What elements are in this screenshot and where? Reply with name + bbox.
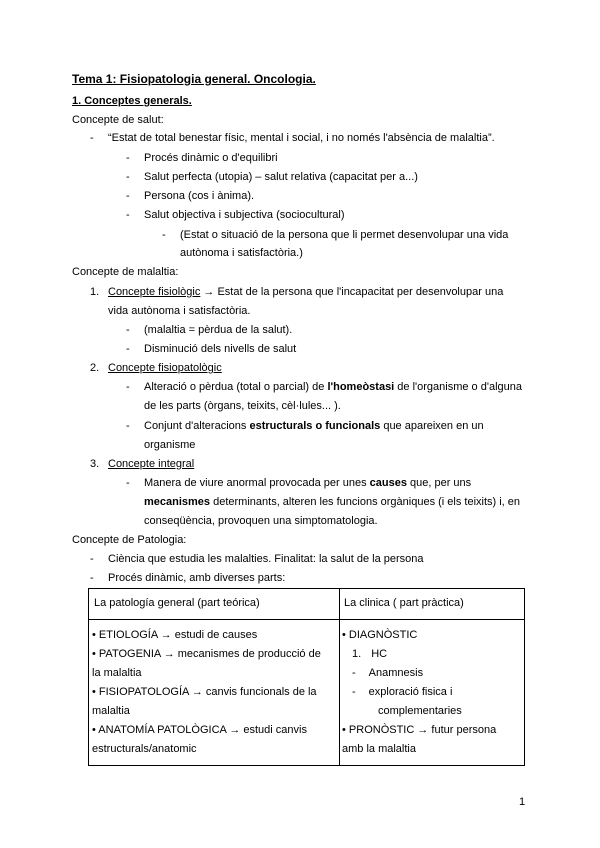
malaltia-item2-sub1-cont: de les parts (òrgans, teixits, cèl·lules... ). [144,400,341,412]
bullet-dash: - [126,477,130,489]
right-line [342,683,522,702]
text-segment: Conjunt d'alteracions [144,420,250,432]
left-line: • PATOGENIA → mecanismes de producció de [92,648,321,660]
patologia-table [88,588,525,766]
table-right-cell [342,626,522,759]
causes-bold: causes [369,477,407,489]
malaltia-item1-sub: (malaltia = pèrdua de la salut). [144,324,293,336]
salut-sub-item: Salut perfecta (utopia) – salut relativa (capacitat per a...) [144,171,418,183]
malaltia-item1-sub: Disminució dels nivells de salut [144,343,297,355]
section-heading: 1. Conceptes generals. [72,95,192,107]
salut-sub-item: Salut objectiva i subjectiva (sociocultural) [144,209,345,221]
list-number: 1. [90,286,100,298]
right-line: • DIAGNÒSTIC [342,629,418,641]
left-line: la malaltia [92,667,142,679]
bullet-dash: - [126,381,130,393]
text-segment: que, per uns [406,477,472,489]
malaltia-item1-text: → Estat de la persona que l'incapacitat per desenvolupar una [200,286,504,298]
table-header-left: La patología general (part teórica) [94,597,260,609]
left-line: • ANATOMÍA PATOLÒGICA → estudi canvis [92,724,307,736]
malaltia-item2-sub2-cont: organisme [144,439,196,451]
salut-sub-item: Procés dinàmic o d'equilibri [144,152,278,164]
bullet-dash: - [126,152,130,164]
right-line: amb la malaltia [342,743,416,755]
salut-heading: Concepte de salut: [72,114,164,126]
bullet-dash: - [352,686,356,698]
right-line [342,664,522,683]
text-segment: de l'organisme o d'alguna [394,381,522,393]
table-header-right: La clinica ( part pràctica) [344,597,464,609]
salut-sub-item: Persona (cos i ànima). [144,190,255,202]
left-line: malaltia [92,705,130,717]
malaltia-item3-line1 [144,476,471,490]
text-segment: Manera de viure anormal provocada per unes [144,477,370,489]
bullet-dash: - [90,132,94,144]
bullet-dash: - [126,171,130,183]
bullet-dash: - [90,553,94,565]
bullet-dash: - [90,572,94,584]
text-segment: Alteració o pèrdua (total o parcial) de [144,381,328,393]
anamnesis-label: Anamnesis [368,667,424,679]
malaltia-item3-line2 [144,495,520,509]
hc-label: HC [371,648,388,660]
malaltia-item3-label: Concepte integral [108,458,195,470]
patologia-bullet: Ciència que estudia les malalties. Finalitat: la salut de la persona [108,553,424,565]
malaltia-item2-sub2 [144,419,484,433]
table-left-cell [92,626,321,759]
malaltia-heading: Concepte de malaltia: [72,266,179,278]
bullet-dash: - [162,229,166,241]
right-line [342,645,522,664]
salut-subsub-line2: autònoma i satisfactòria.) [180,247,303,259]
exploracio-label: exploració fisica i [368,686,453,698]
right-line: complementaries [378,705,462,717]
bullet-dash: - [126,420,130,432]
page-number: 1 [519,796,526,808]
homeostasi-bold: l'homeòstasi [327,381,395,393]
right-line: • PRONÒSTIC → futur persona [342,724,497,736]
left-line: • FISIOPATOLOGÍA → canvis funcionals de la [92,686,317,698]
list-number: 2. [90,362,100,374]
list-number: 3. [90,458,100,470]
patologia-bullet: Procés dinàmic, amb diverses parts: [108,572,286,584]
malaltia-item2-sub1 [144,380,522,394]
malaltia-item1 [108,285,503,299]
table-divider [339,589,340,765]
salut-definition: “Estat de total benestar físic, mental i social, i no només l'absència de malaltia”. [108,132,495,144]
malaltia-item2-label: Concepte fisiopatològic [108,362,222,374]
bullet-dash: - [126,343,130,355]
salut-subsub-line1: (Estat o situació de la persona que li permet desenvolupar una vida [180,229,509,241]
estructurals-bold: estructurals o funcionals [249,420,381,432]
table-divider [89,619,524,620]
list-number: 1. [352,648,362,660]
text-segment: que apareixen en un [380,420,484,432]
left-line: • ETIOLOGÍA → estudi de causes [92,629,258,641]
document-title: Tema 1: Fisiopatologia general. Oncologia. [72,72,316,86]
left-line: estructurals/anatomic [92,743,197,755]
patologia-heading: Concepte de Patologia: [72,534,187,546]
text-segment: determinants, alteren les funcions orgàniques (i els teixits) i, en [210,496,521,508]
bullet-dash: - [352,667,356,679]
malaltia-item3-line3: conseqüència, provoquen una simptomatologia. [144,515,378,527]
bullet-dash: - [126,209,130,221]
malaltia-item1-text2: vida autònoma i satisfactòria. [108,305,251,317]
mecanismes-bold: mecanismes [144,496,211,508]
bullet-dash: - [126,324,130,336]
bullet-dash: - [126,190,130,202]
malaltia-item1-label: Concepte fisiològic [108,286,201,298]
